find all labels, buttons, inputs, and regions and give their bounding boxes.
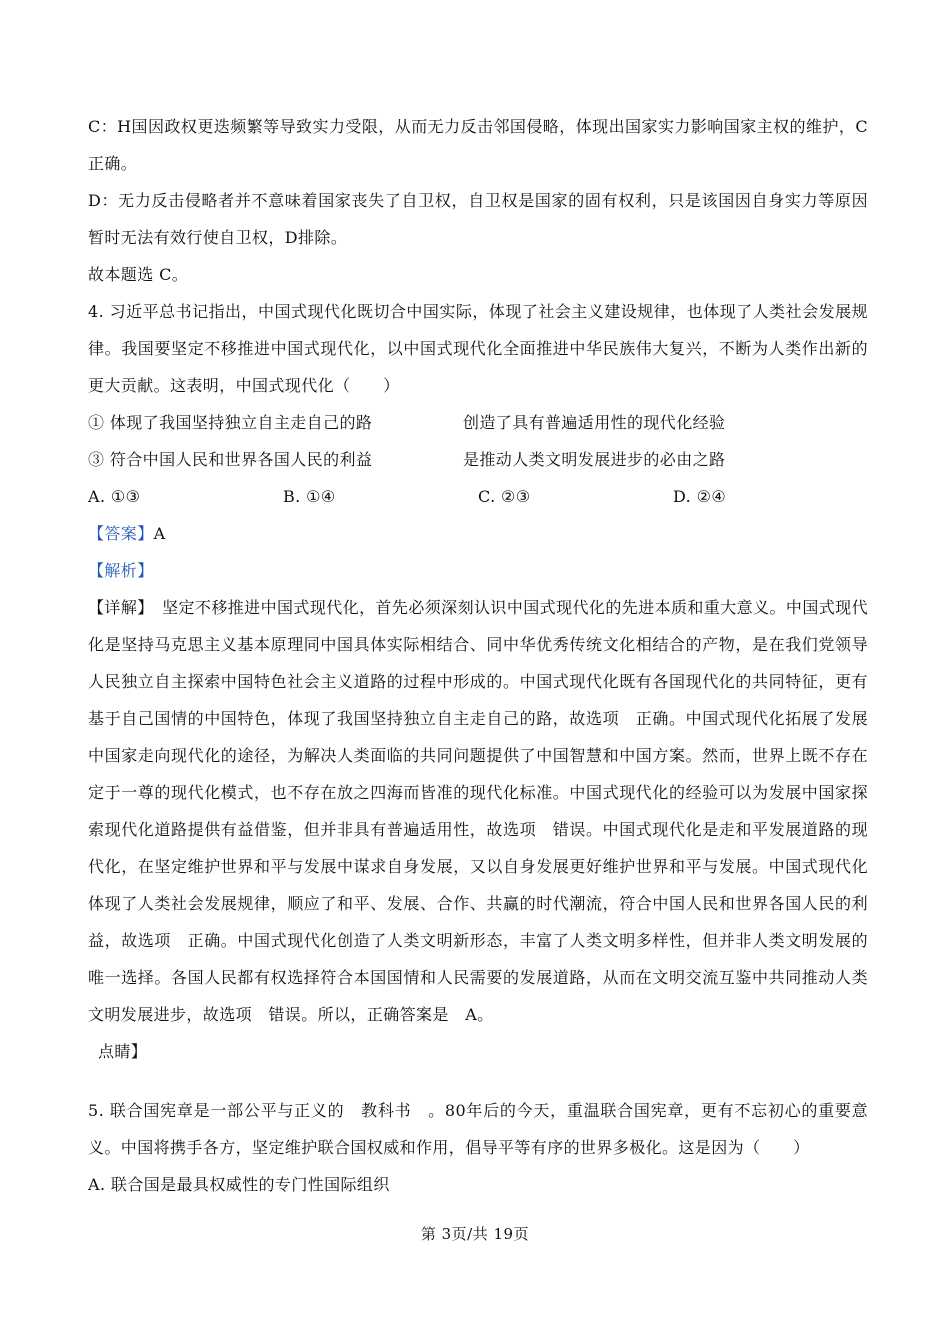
prev-option-c-analysis: C：H国因政权更迭频繁等导致实力受限，从而无力反击邻国侵略，体现出国家实力影响国家主权的维护，C正确。 (88, 117, 868, 173)
option-b: B. ①④ (283, 487, 336, 506)
option-d: D. ②④ (673, 487, 727, 506)
remark-line: 点睛】 (98, 1042, 148, 1061)
statement-4: 是推动人类文明发展进步的必由之路 (463, 450, 726, 469)
prev-option-d-analysis: D：无力反击侵略者并不意味着国家丧失了自卫权，自卫权是国家的固有权利，只是该国因自身实力等原因暂时无法有效行使自卫权，D排除。 (88, 191, 868, 247)
page-content (88, 108, 868, 1203)
statement-row-2 (88, 441, 868, 478)
statement-3: ③ 符合中国人民和世界各国人民的利益 (88, 450, 373, 469)
answer-line (88, 515, 868, 552)
analysis-tag: 【解析】 (88, 561, 154, 580)
analysis-line (88, 552, 868, 589)
page-number-footer: 第 3页/共 19页 (420, 1225, 530, 1243)
detail-explanation: 【详解】 坚定不移推进中国式现代化，首先必须深刻认识中国式现代化的先进本质和重大意义。中国式现代化是坚持马克思主义基本原理同中国具体实际相结合、同中华优秀传统文化相结合的产物，是在我们党领导人民独立自主探索中国特色社会主义道路的过程中形成的。中国式现代化既有各国现代化的共同特征，更有基于自己国情的中国特色，体现了我国坚持独立自主走自己的路，故选项 正确。中国式现代化拓展了发展中国家走向现代化的途径，为解决人类面临的共同问题提供了中国智慧和中国方案。然而，世界上既不存在定于一尊的现代化模式，也不存在放之四海而皆准的现代化标准。中国式现代化的经验可以为发展中国家探索现代化道路提供有益借鉴，但并非具有普遍适用性，故选项 错误。中国式现代化是走和平发展道路的现代化，在坚定维护世界和平与发展中谋求自身发展，又以自身发展更好维护世界和平与发展。中国式现代化体现了人类社会发展规律，顺应了和平、发展、合作、共赢的时代潮流，符合中国人民和世界各国人民的利益，故选项 正确。中国式现代化创造了人类文明新形态，丰富了人类文明多样性，但并非人类文明发展的唯一选择。各国人民都有权选择符合本国国情和人民需要的发展道路，从而在文明交流互鉴中共同推动人类文明发展进步，故选项 错误。所以，正确答案是 A。 (88, 598, 868, 1024)
statement-1: ① 体现了我国坚持独立自主走自己的路 (88, 413, 373, 432)
question-5-option-a: A. 联合国是最具权威性的专门性国际组织 (88, 1175, 390, 1194)
option-c: C. ②③ (478, 487, 531, 506)
section-gap (88, 1070, 868, 1092)
question-4-stem: 4. 习近平总书记指出，中国式现代化既切合中国实际，体现了社会主义建设规律，也体现了人类社会发展规律。我国要坚定不移推进中国式现代化，以中国式现代化全面推进中华民族伟大复兴，不断为人类作出新的更大贡献。这表明，中国式现代化（ ） (88, 302, 868, 395)
answer-value: A (153, 524, 166, 543)
question-5-stem: 5. 联合国宪章是一部公平与正义的 教科书 。80年后的今天，重温联合国宪章，更有不忘初心的重要意义。中国将携手各方，坚定维护联合国权威和作用，倡导平等有序的世界多极化。这是因为（ ） (88, 1101, 868, 1157)
statement-2: 创造了具有普遍适用性的现代化经验 (463, 413, 726, 432)
answer-options-row (88, 478, 868, 515)
answer-tag: 【答案】 (88, 524, 154, 543)
statement-row-1 (88, 404, 868, 441)
prev-conclusion: 故本题选 C。 (88, 265, 189, 284)
option-a: A. ①③ (88, 487, 141, 506)
